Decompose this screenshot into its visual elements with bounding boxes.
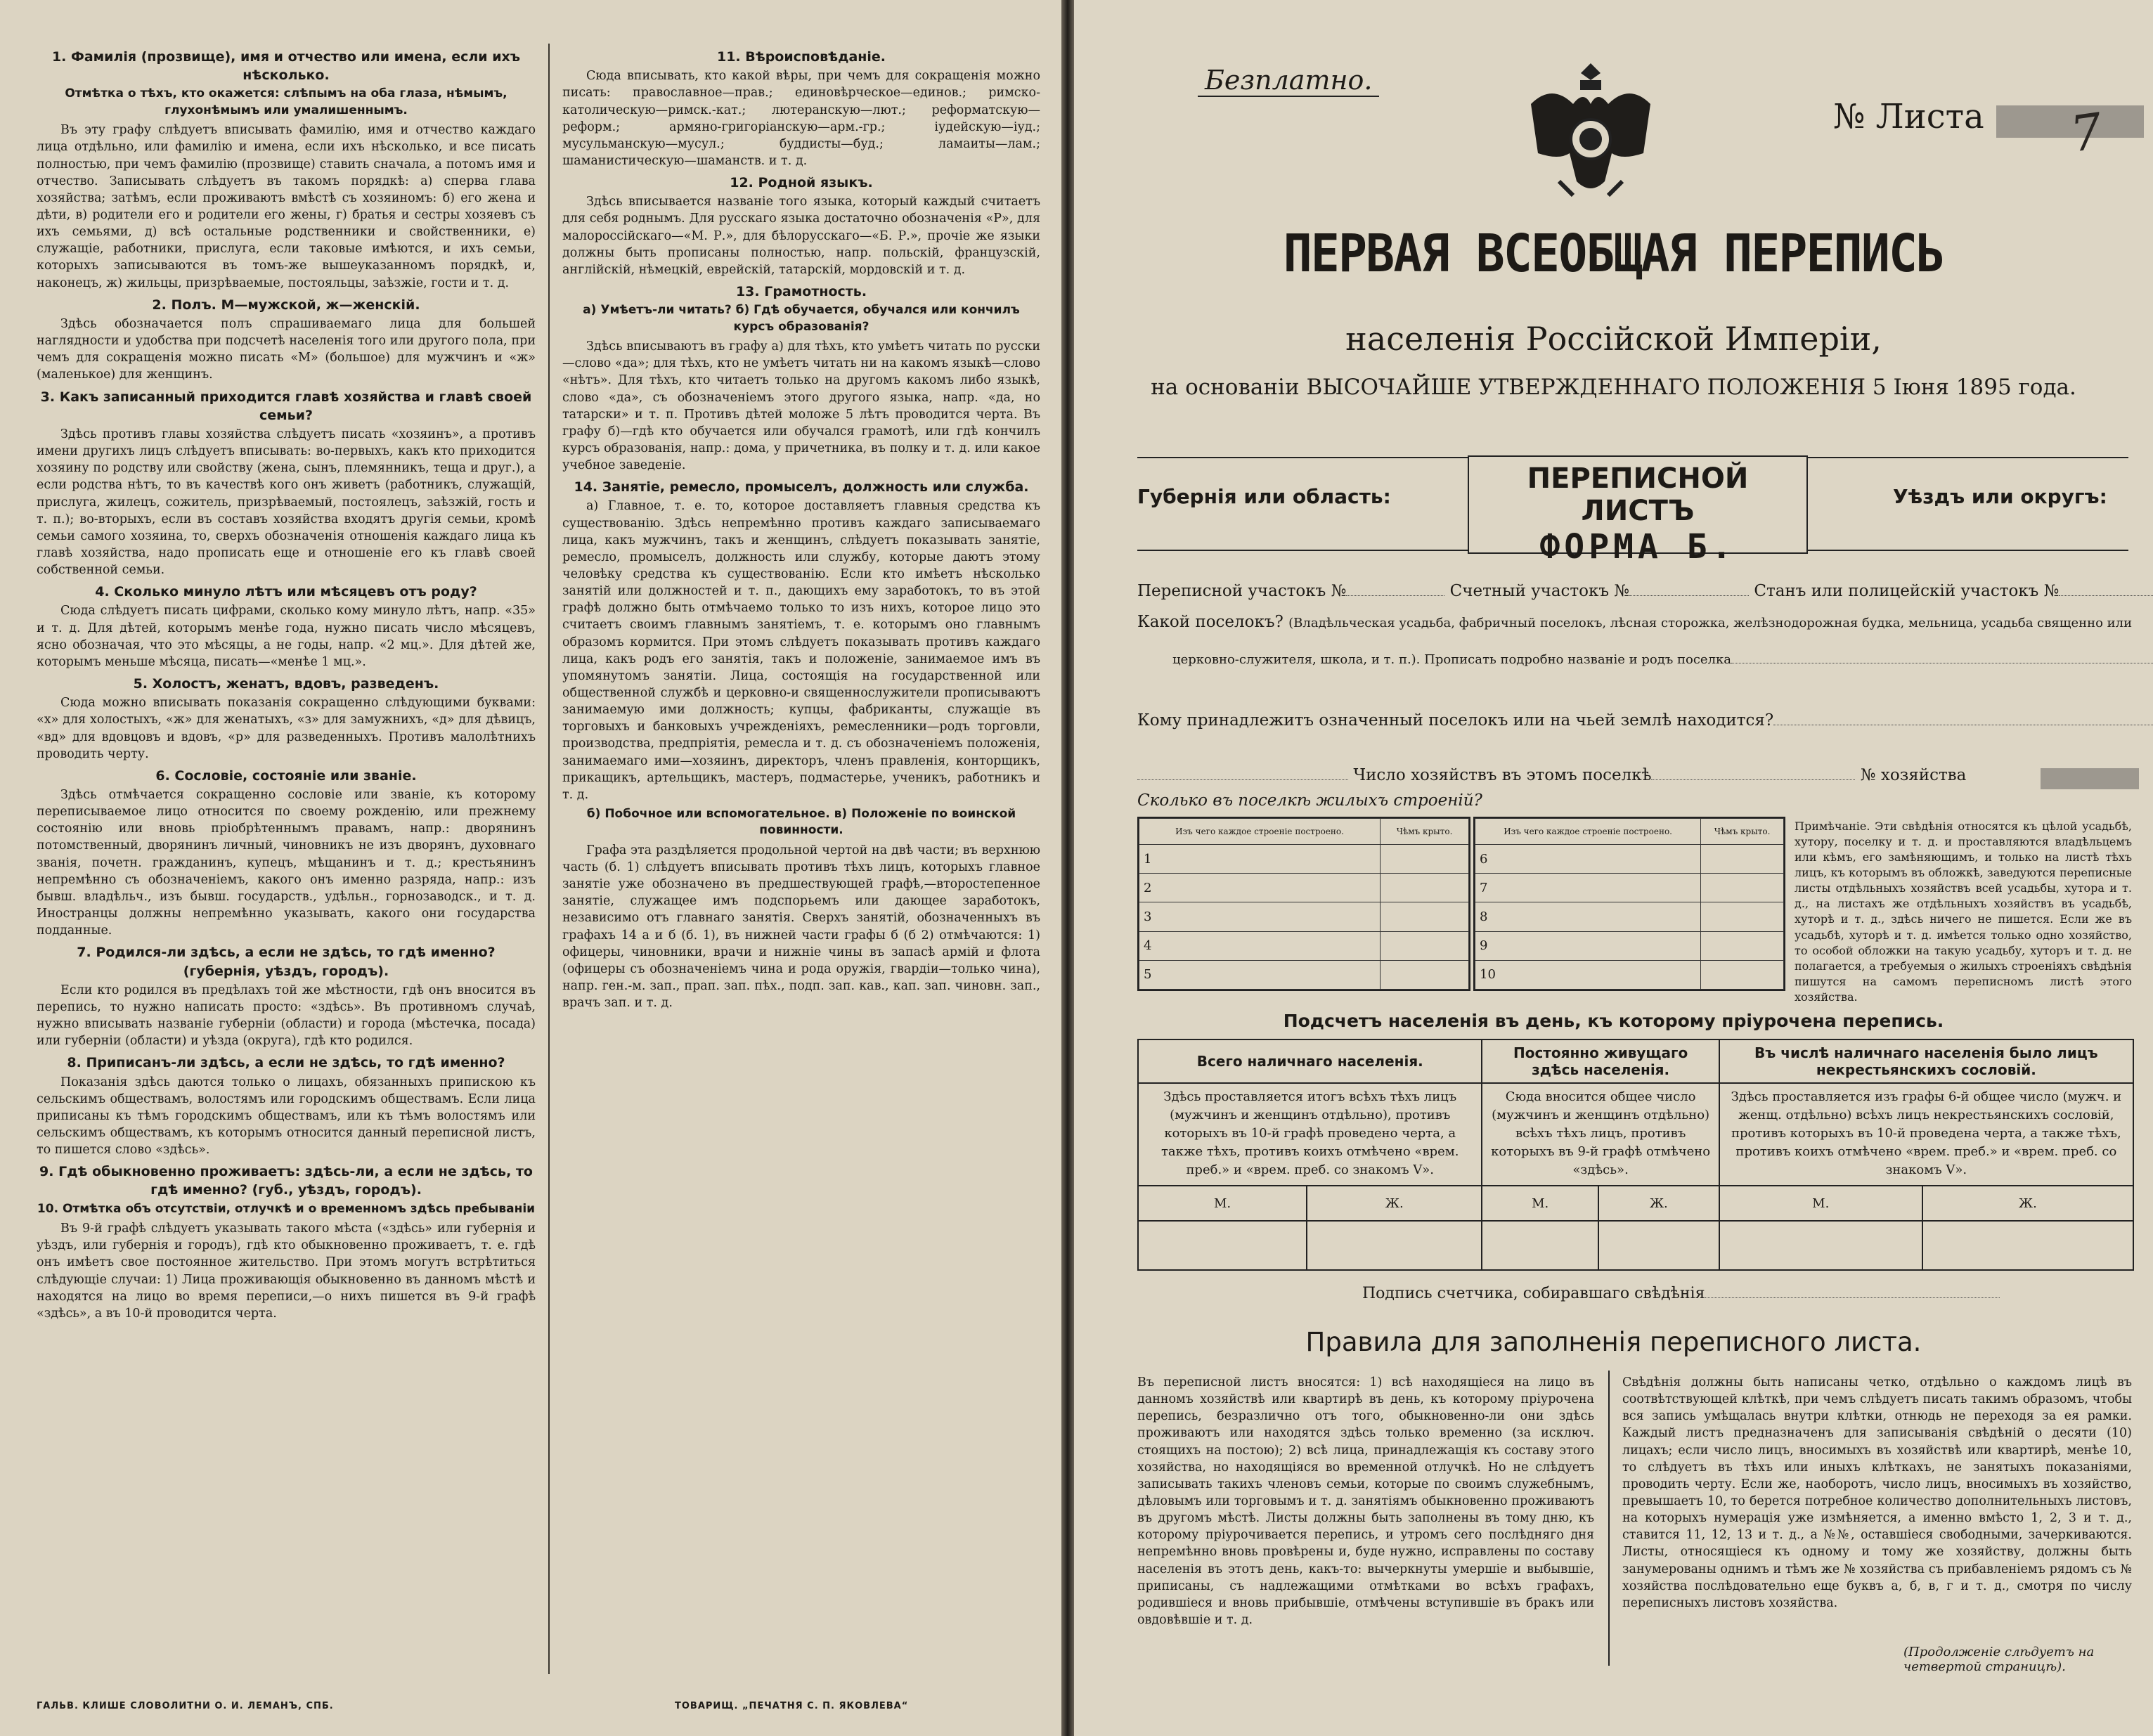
owner-label: Кому принадлежитъ означенный поселокъ или на чьей землѣ находится? [1137,711,1774,730]
resident-population-header: Постоянно живущаго здѣсь населенія. [1482,1039,1719,1083]
building-row[interactable]: 4 [1139,931,1381,960]
form-type: ФОРМА Б. [1539,527,1736,566]
rules-divider [1608,1371,1610,1666]
count-cell[interactable] [1482,1221,1598,1270]
settlement-hint: (Владѣльческая усадьба, фабричный поселокъ, лѣсная сторожка, желѣзнодорожная будка, мельница, усадьба священно или [1288,616,2133,630]
building-roof-cell[interactable] [1381,902,1469,931]
section-heading: 2. Полъ. М—мужской, ж—женскій. [152,297,420,313]
count-cell[interactable] [1598,1221,1719,1270]
count-cell[interactable] [1922,1221,2133,1270]
households-line [1137,766,1966,784]
building-roof-cell[interactable] [1701,931,1784,960]
section-text: Если кто родился въ предѣлахъ той же мѣстности, гдѣ онъ вносится въ перепись, то нужно написать просто: «здѣсь». Въ противномъ случаѣ, нужно вписывать названіе губерніи (области) и города (мѣстечка, посада) или губерніи (области) и уѣзда (округа), гдѣ кто родился. [37,983,536,1049]
imperial-eagle-icon [1517,55,1664,209]
page-subtitle: населенія Россійской Имперіи, [1345,320,1882,358]
section-heading: 11. Вѣроисповѣданіе. [716,49,886,65]
count-cell[interactable] [1138,1221,1307,1270]
sheet-number-label: № Листа [1833,97,1984,136]
section-text: Здѣсь обозначается полъ спрашиваемаго лица для большей наглядности и удобства при подсчетѣ населенія того или другого пола, при чемъ для сокращенія можно писать «М» (большое) для мужчинъ и «ж» (маленькое) для женщинъ. [37,316,536,382]
buildings-note: Примѣчаніе. Эти свѣдѣнія относятся къ цѣлой усадьбѣ, хутору, поселку и т. д. и проставляются владѣльцемъ или кѣмъ, его замѣняющимъ, и только на листѣ тѣхъ лицъ, къ которымъ въ обложкѣ, заведуются переписные листы отдѣльныхъ хозяйствъ всей усадьбы, хутора и т. д., на листахъ же отдѣльныхъ хозяйствъ въ усадьбѣ, хуторѣ и т. д., здѣсь ничего не пишется. Если же въ усадьбѣ, хуторѣ и т. д. имѣется только одно хозяйство, то особой обложки на такую усадьбу, хуторъ и т. д. не полагается, а требуемыя о жилыхъ строеніяхъ свѣдѣнія пишутся на самомъ переписномъ листѣ этого хозяйства. [1795,820,2132,1004]
section-text: Здѣсь отмѣчается сокращенно сословіе или званіе, къ которому переписываемое лицо относится по своему рожденію, или прежнему состоянію или вновь пріобрѣтеннымъ правамъ, напр.: дворянинъ потомственный, дворянинъ личный, чиновникъ не изъ дворянъ, духовнаго званія, почетн. гражданинъ, купецъ, мѣщанинъ и т. д.; крестьянинъ непремѣнно съ обозначеніемъ, какого онъ именно разряда, напр.: изъ бывш. владѣльч., изъ бывш. государств., удѣльн., горнозаводск., и т. д. Иностранцы должны непремѣнно указывать, какого они государства подданные. [37,788,536,938]
roof-header: Чѣмъ крыто. [1381,819,1469,845]
section-heading: 3. Какъ записанный приходится главѣ хозяйства и главѣ своей семьи? [40,389,532,423]
form-title-box [1468,455,1808,566]
free-stamp: Безплатно. [1198,65,1379,97]
district-line [1137,582,2153,600]
section-heading: 12. Родной языкъ. [730,175,873,191]
male-label: М. [1482,1186,1598,1221]
building-row[interactable]: 2 [1139,874,1381,902]
section-heading: 14. Занятіе, ремесло, промыселъ, должность или служба. [574,479,1029,495]
settlement-line-2 [1172,650,2153,667]
owner-field[interactable] [1773,712,2153,725]
female-label: Ж. [1307,1186,1482,1221]
households-lead-field[interactable] [1137,767,1348,780]
building-row[interactable]: 7 [1475,874,1701,902]
instructions-column-1 [37,44,536,1325]
settlement-label: Какой поселокъ? [1137,613,1284,631]
left-page [0,0,1061,1736]
building-row[interactable]: 3 [1139,902,1381,931]
book-gutter [1061,0,1074,1736]
section-subheading: Отмѣтка о тѣхъ, кто окажется: слѣпымъ на оба глаза, нѣмымъ, глухонѣмымъ или умалишеннымъ. [65,86,507,117]
counter-signature-line [1362,1285,2000,1302]
section-subheading: 10. Отмѣтка объ отсутствіи, отлучкѣ и о временномъ здѣсь пребываніи [37,1201,536,1216]
section-subheading: а) Умѣетъ-ли читать? б) Гдѣ обучается, обучался или кончилъ курсъ образованія? [583,303,1020,334]
male-label: М. [1138,1186,1307,1221]
section-text: Сюда можно вписывать показанія сокращенно слѣдующими буквами: «х» для холостыхъ, «ж» для женатыхъ, «з» для замужнихъ, «д» для дѣвицъ, «вд» для вдовцовъ и вдовъ, «р» для разведенныхъ. Противъ малолѣтнихъ проводить черту. [37,696,536,761]
column-divider [548,44,550,1674]
building-roof-cell[interactable] [1701,845,1784,874]
population-count-table [1137,1039,2134,1271]
rules-heading: Правила для заполненія переписного листа. [1305,1327,1922,1357]
building-roof-cell[interactable] [1381,960,1469,989]
page-title: ПЕРВАЯ ВСЕОБЩАЯ ПЕРЕПИСЬ [1283,224,1944,284]
building-row[interactable]: 8 [1475,902,1701,931]
building-row[interactable]: 6 [1475,845,1701,874]
section-text: Графа эта раздѣляется продольной чертой на двѣ части; въ верхнюю часть (б. 1) слѣдуетъ вписывать противъ тѣхъ лицъ, которыхъ главное занятіе уже обозначено въ предшествующей графѣ,—второстепенное занятіе, служащее имъ подспорьемъ или дающее заработокъ, независимо отъ главнаго занятія. Сверхъ занятій, обозначенныхъ въ графахъ 14 а и б (б. 1), въ нижней части графы б (б 2) отмѣчаются: 1) офицеры, чиновники, врачи и нижніе чины въ запасѣ армій и флота (офицеры съ обозначеніемъ чина и рода оружія, гвардіи—только чина), напр. ген.-м. зап., прап. зап. пѣх., подп. зап. кав., кап. зап. чиновн. зап., врачъ зап. и т. д. [562,843,1040,1011]
legal-basis: на основаніи ВЫСОЧАЙШЕ УТВЕРЖДЕННАГО ПОЛОЖЕНІЯ 5 Іюня 1895 года. [1151,375,2076,400]
census-district-label: Переписной участокъ № [1137,582,1347,600]
census-district-field[interactable] [1346,583,1444,596]
count-cell[interactable] [1307,1221,1482,1270]
police-district-field[interactable] [2059,583,2153,596]
section-heading: 9. Гдѣ обыкновенно проживаетъ: здѣсь-ли, а если не здѣсь, то гдѣ именно? (губ., уѣздъ, городъ). [39,1164,533,1198]
owner-line [1137,711,2153,730]
household-number-label: № хозяйства [1860,766,1967,784]
section-heading: 1. Фамилія (прозвище), имя и отчество или имена, если ихъ нѣсколько. [51,49,521,84]
present-population-header: Всего наличнаго населенія. [1138,1039,1482,1083]
section-text: Въ 9-й графѣ слѣдуетъ указывать такого мѣста («здѣсь» или губернія и уѣздъ, или губернія и городъ), гдѣ кто обыкновенно проживаетъ, т. е. гдѣ онъ имѣетъ свое постоянное жительство. При этомъ могутъ встрѣтиться слѣдующіе случаи: 1) Лица проживающія обыкновенно въ данномъ мѣстѣ и находятся на лицо во время переписи,—о нихъ пишется въ 9-й графѣ «здѣсь», а въ 10-й проводится черта. [37,1222,536,1321]
handwritten-number: 7 [2067,102,2107,164]
section-heading: 6. Сословіе, состояніе или званіе. [155,767,417,784]
buildings-table-left [1137,817,1470,991]
material-header: Изъ чего каждое строеніе построено. [1139,819,1381,845]
section-text: Здѣсь вписывается названіе того языка, который каждый считаетъ для себя роднымъ. Для русскаго языка достаточно обозначенія «Р», для малороссійскаго—«М. Р.», для бѣлорусскаго—«Б. Р.», прочіе же языки должны быть прописаны полностью, напр. польскій, французскій, англійскій, нѣмецкій, еврейскій, татарскій, мордовскій и т. д. [562,195,1040,277]
right-page [1074,0,2153,1736]
building-row[interactable]: 5 [1139,960,1381,989]
form-name: ПЕРЕПИСНОЙ ЛИСТЪ [1527,462,1749,527]
rules-column-1: Въ переписной листъ вносятся: 1) всѣ находящіеся на лицо въ данномъ хозяйствѣ или квартирѣ въ день, къ которому пріурочена перепись, безразлично отъ того, обыкновенно-ли они здѣсь проживаютъ или находятся здѣсь только временно (за исключ. стоящихъ на постою); 2) всѣ лица, принадлежащія къ составу этого хозяйства, но находящіяся во временной отлучкѣ. Но не слѣдуетъ записывать такихъ членовъ семьи, которые по своимъ служебнымъ, дѣловымъ или торговымъ и т. д. занятіямъ обыкновенно проживаютъ въ другомъ мѣстѣ. Листы должны быть заполнены въ тому дню, къ которому пріурочивается перепись, и утромъ сего послѣдняго дня непремѣнно вновь провѣрены и, буде нужно, исправлены по составу населенія въ этотъ день, какъ-то: вычеркнуты умершіе и выбывшіе, приписаны, съ надлежащими отмѣтками во всѣхъ графахъ, родившіеся и вновь прибывшіе, отмѣчены вступившіе въ бракъ или овдовѣвшіе и т. д. [1137,1375,1594,1627]
building-row[interactable]: 9 [1475,931,1701,960]
section-text: Показанія здѣсь даются только о лицахъ, обязанныхъ припискою къ сельскимъ обществамъ, волостямъ или городскимъ обществамъ. Если лица приписаны къ тѣмъ городскимъ обществамъ, или къ тѣмъ волостямъ или сельскимъ обществамъ, къ которымъ относится данный переписной листъ, то пишется слово «здѣсь». [37,1075,536,1158]
population-count-heading: Подсчетъ населенія въ день, къ которому пріурочена перепись. [1283,1011,1944,1031]
signature-label: Подпись счетчика, собиравшаго свѣдѣнія [1362,1285,1705,1302]
female-label: Ж. [1922,1186,2133,1221]
households-count-field[interactable] [1651,767,1855,780]
counting-district-label: Счетный участокъ № [1449,582,1630,600]
continuation-note: (Продолженіе слѣдуетъ на четвертой страницѣ). [1903,1645,2095,1674]
section-text: Здѣсь вписываютъ въ графу а) для тѣхъ, кто умѣетъ читать по русски—слово «да»; для тѣхъ, кто не умѣетъ читать ни на какомъ языкѣ—слово «нѣтъ». Для тѣхъ, кто читаетъ только на другомъ какомъ либо языкѣ, слово «да», съ обозначеніемъ этого другого языка, напр. «да, но татарски» и т. п. Противъ дѣтей моложе 5 лѣтъ проводится черта. Въ графу б)—гдѣ кто обучается или обучался грамотѣ, или гдѣ кончилъ курсъ образованія, напр.: дома, у причетника, въ полку и т. д. или какое учебное заведеніе. [562,339,1040,473]
count-cell[interactable] [1719,1221,1922,1270]
building-roof-cell[interactable] [1701,874,1784,902]
rules-column-2: Свѣдѣнія должны быть написаны четко, отдѣльно о каждомъ лицѣ въ соотвѣтствующей клѣткѣ, при чемъ слѣдуетъ писать такимъ образомъ, чтобы вся запись умѣщалась внутри клѣтки, отнюдь не переходя за ея рамки. Каждый листъ предназначенъ для записыванія свѣдѣній о десяти (10) лицахъ; если число лицъ, вносимыхъ въ хозяйствѣ или квартирѣ, менѣе 10, то слѣдуетъ въ тѣхъ или иныхъ клѣткахъ, не занятыхъ показаніями, проводить черту. Если же, наоборотъ, число лицъ, вносимыхъ въ хозяйство, превышаетъ 10, то берется потребное количество дополнительныхъ листовъ, на которыхъ нумерація уже измѣняется, а именно вмѣсто 1, 2, 3 и т. д., ставится 11, 12, 13 и т. д., а №№, оставшіеся свободными, зачеркиваются. Листы, относящіеся къ одному и тому же хозяйству, должны быть занумерованы однимъ и тѣмъ же № хозяйства съ прибавленіемъ рядомъ съ № хозяйства послѣдовательно еще буквъ а, б, в, г и т. д., смотря по числу переписныхъ листовъ хозяйства. [1622,1375,2132,1610]
building-roof-cell[interactable] [1381,874,1469,902]
uezd-label: Уѣздъ или округъ: [1893,485,2107,508]
non-peasant-text: Здѣсь проставляется изъ графы 6-й общее число (мужч. и женщ. отдѣльно) всѣхъ лицъ некрестьянскихъ сословій, противъ которыхъ въ 10-й проведена черта, а также тѣхъ, противъ коихъ отмѣчено «врем. преб.» и «врем. преб. со знакомъ V». [1719,1083,2133,1186]
counting-district-field[interactable] [1629,583,1749,596]
section-text: а) Главное, т. е. то, которое доставляетъ главныя средства къ существованію. Здѣсь непремѣнно противъ каждаго записываемаго лица, какъ мужчинъ, такъ и женщинъ, слѣдуетъ показывать занятіе, ремесло, промыселъ, должность или службу, которые даютъ этому человѣку средства къ существованію. Если кто имѣетъ нѣсколько занятій или должностей и т. п., дающихъ ему заработокъ, то въ этой графѣ должно быть отмѣчаемо только то изъ нихъ, которое лицо это считаетъ своимъ главнымъ занятіемъ, т. е. которымъ оно главнымъ образомъ кормится. При этомъ слѣдуетъ показывать противъ каждаго лица, какъ родъ его занятія, такъ и положеніе, занимаемое имъ въ упомянутомъ занятіи. Лица, состоящія на государственной или общественной службѣ и церковно-и священнослужители прописываютъ занимаемую ими должность; купцы, фабриканты, служащіе въ торговыхъ и банковыхъ учрежденіяхъ, ремесленники—родъ торговли, производства, предпріятія, ремесла и т. д. съ обозначеніемъ положенія, занимаемаго ими—хозяинъ, директоръ, членъ правленія, конторщикъ, прикащикъ, артельщикъ, мастеръ, подмастерье, ученикъ, работникъ и т. д. [562,499,1040,802]
signature-field[interactable] [1705,1285,2000,1298]
police-district-label: Станъ или полицейскій участокъ № [1754,582,2060,600]
section-text: Въ эту графу слѣдуетъ вписывать фамилію, имя и отчество каждаго лица отдѣльно, или фамилію и имена, если ихъ нѣсколько, и все писать полностью, при чемъ фамилію (прозвище) ставить сначала, а потомъ имя и отчество. Записывать слѣдуетъ въ такомъ порядкѣ: а) сперва глава хозяйства; затѣмъ, если проживаютъ вмѣстѣ съ хозяиномъ: б) его жена и дѣти, в) родители его и родители его жены, г) братья и сестры хозяевъ съ ихъ семьями, д) всѣ остальные родственники и свойственники, е) служащіе, работники, прислуга, если таковые имѣются, и ихъ семьи, которыхъ записываются въ томъ-же вышеуказанномъ порядкѣ, и, наконецъ, ж) жильцы, призрѣваемые, постояльцы, заѣзжіе, гости и т. д. [37,123,536,290]
building-row[interactable]: 1 [1139,845,1381,874]
section-text: Сюда вписывать, кто какой вѣры, при чемъ для сокращенія можно писать: православное—прав.; единовѣрческое—единов.; римско-католическую—римск.-кат.; лютеранскую—лют.; реформатскую—реформ.; армяно-григоріанскую—арм.-гр.; іудейскую—іуд.; мусульманскую—мусул.; буддисты—буд.; ламаиты—лам.; шаманистическую—шаманств. и т. д. [562,69,1040,168]
settlement-field[interactable] [1731,650,2153,663]
roof-header: Чѣмъ крыто. [1701,819,1784,845]
gubernia-label: Губернія или область: [1137,485,1391,508]
male-label: М. [1719,1186,1922,1221]
instructions-column-2 [562,44,1040,1014]
section-heading: 13. Грамотность. [735,283,867,299]
building-roof-cell[interactable] [1381,845,1469,874]
section-heading: 7. Родился-ли здѣсь, а если не здѣсь, то гдѣ именно? (губернія, уѣздъ, городъ). [77,945,496,979]
settlement-hint-2: церковно-служителя, школа, и т. п.). Прописать подробно названіе и родъ поселка [1172,652,1731,667]
building-row[interactable]: 10 [1475,960,1701,989]
building-roof-cell[interactable] [1381,931,1469,960]
section-subheading: б) Побочное или вспомогательное. в) Положеніе по воинской повинности. [586,806,1016,838]
material-header: Изъ чего каждое строеніе построено. [1475,819,1701,845]
section-heading: 5. Холостъ, женатъ, вдовъ, разведенъ. [133,676,439,692]
household-number-field [2041,768,2139,789]
building-roof-cell[interactable] [1701,902,1784,931]
section-heading: 8. Приписанъ-ли здѣсь, а если не здѣсь, то гдѣ именно? [67,1055,505,1071]
building-roof-cell[interactable] [1701,960,1784,989]
households-count-label: Число хозяйствъ въ этомъ поселкѣ [1353,766,1652,784]
buildings-label: Сколько въ поселкѣ жилыхъ строеній? [1137,791,1482,810]
buildings-table-right [1473,817,1785,991]
present-population-text: Здѣсь проставляется итогъ всѣхъ тѣхъ лицъ (мужчинъ и женщинъ отдѣльно), противъ которыхъ въ 10-й графѣ проведено черта, а также тѣхъ, противъ коихъ отмѣчено «врем. преб.» и «врем. преб. со знакомъ V». [1138,1083,1482,1186]
section-text: Здѣсь противъ главы хозяйства слѣдуетъ писать «хозяинъ», а противъ имени другихъ лицъ слѣдуетъ вписывать: во-первыхъ, какъ кто приходится хозяину по родству или свойству (жена, сынъ, племянникъ, теща и друг.), а если родства нѣтъ, то въ качествѣ кого онъ живетъ (работникъ, служащій, прислуга, жилецъ, сожитель, призрѣваемый, постоялецъ, заѣзжій, гость и т. п.); во-вторыхъ, если въ составъ хозяйства входятъ другія семьи, кромѣ семьи самого хозяина, то, сверхъ обозначенія отношенія каждаго лица къ главѣ хозяйства, надо прописать еще и отношеніе его къ главѣ своей собственной семьи. [37,427,536,578]
section-heading: 4. Сколько минуло лѣтъ или мѣсяцевъ отъ роду? [95,584,477,600]
imprint-left: ГАЛЬВ. КЛИШЕ СЛОВОЛИТНИ О. И. ЛЕМАНЪ, СПБ. [37,1701,334,1711]
buildings-line [1137,791,1482,810]
section-text: Сюда слѣдуетъ писать цифрами, сколько кому минуло лѣтъ, напр. «35» и т. д. Для дѣтей, которымъ менѣе года, нужно писать число мѣсяцевъ, ясно обозначая, что это мѣсяцы, а не годы, напр. «2 мц.». Для дѣтей же, которымъ меньше мѣсяца, писать—«менѣе 1 мц.». [37,604,536,669]
non-peasant-header: Въ числѣ наличнаго населенія было лицъ некрестьянскихъ сословій. [1719,1039,2133,1083]
female-label: Ж. [1598,1186,1719,1221]
settlement-line [1137,613,2132,631]
imprint-right: ТОВАРИЩ. „ПЕЧАТНЯ С. П. ЯКОВЛЕВА“ [675,1701,909,1711]
resident-population-text: Сюда вносится общее число (мужчинъ и женщинъ отдѣльно) всѣхъ тѣхъ лицъ, противъ которыхъ въ 9-й графѣ отмѣчено «здѣсь». [1482,1083,1719,1186]
